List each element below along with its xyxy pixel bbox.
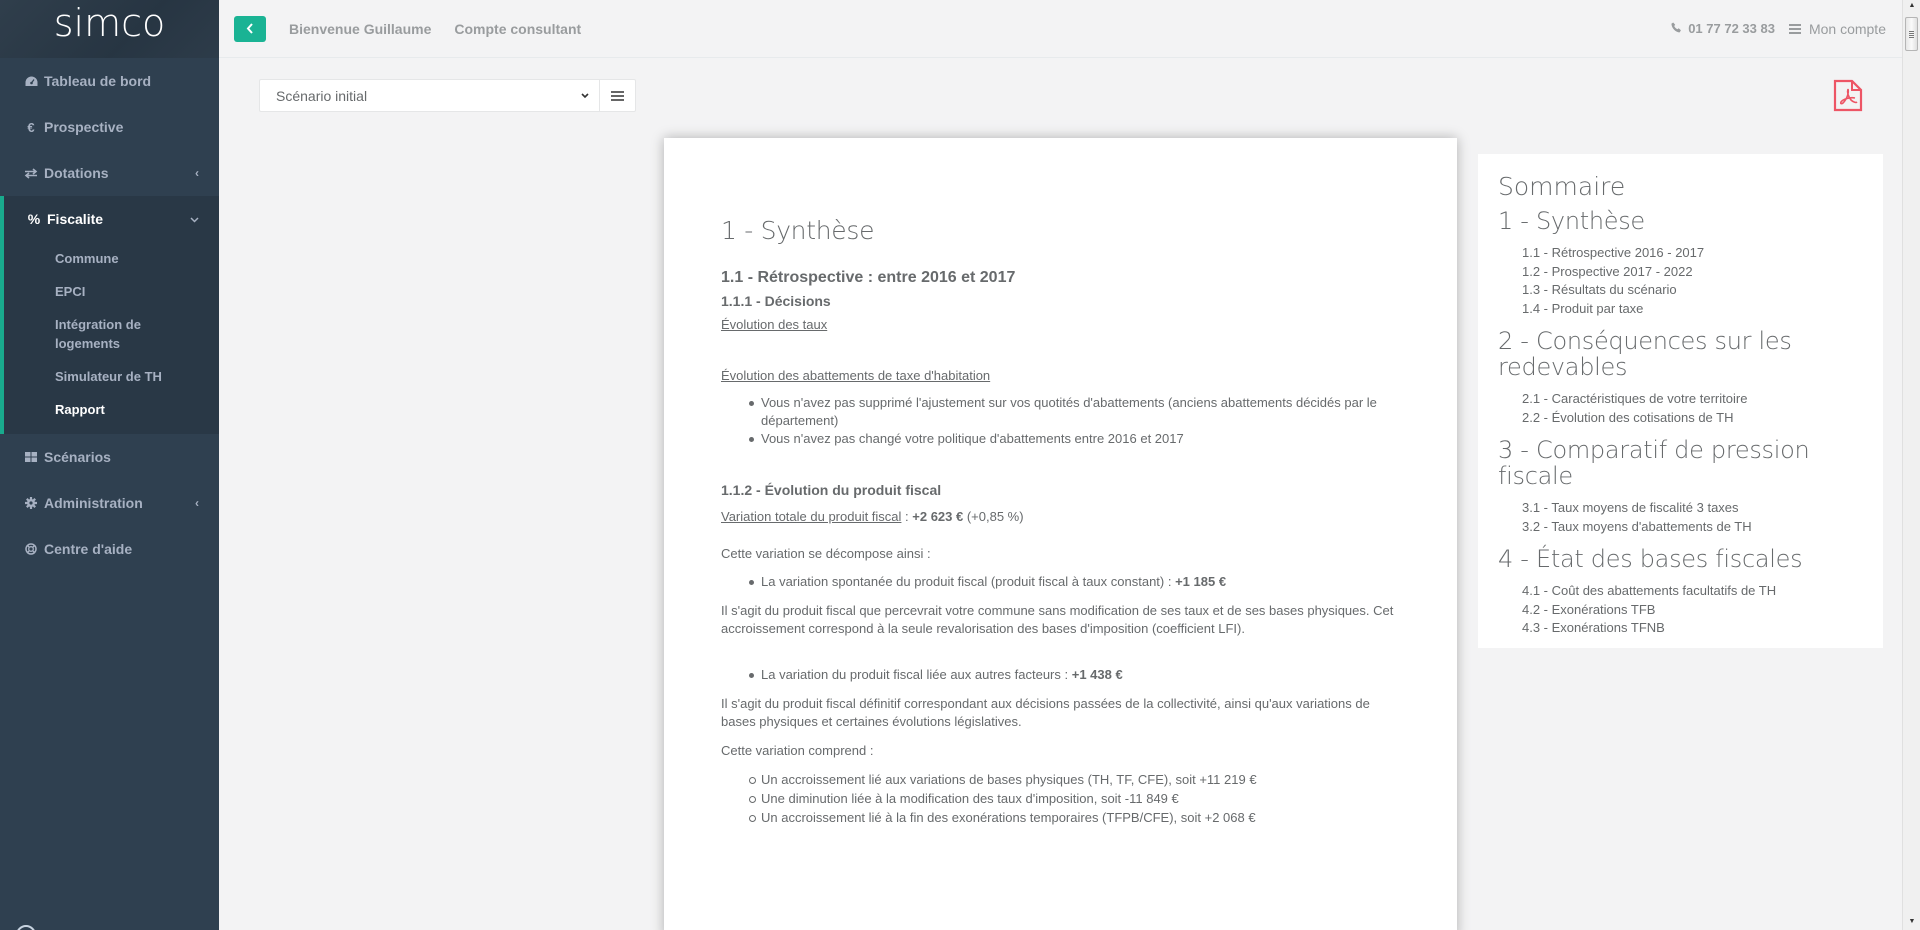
lifebuoy-icon xyxy=(24,543,38,555)
report-decisions-title: 1.1.1 - Décisions xyxy=(721,293,831,309)
scenario-dropdown[interactable] xyxy=(259,79,599,112)
sidebar-item-administration[interactable] xyxy=(0,480,219,526)
list-item xyxy=(761,666,1401,684)
comprend-intro: Cette variation comprend : xyxy=(721,743,874,758)
sidebar-subitem-simulateur-th[interactable]: Simulateur de TH xyxy=(55,369,162,384)
autres-list xyxy=(761,666,1401,684)
menu-icon xyxy=(1789,22,1801,36)
sidebar-item-label: Centre d'aide xyxy=(44,541,133,557)
spontanee-description: Il s'agit du produit fiscal que percevrait votre commune sans modification de ses taux et de ses bases physiques. Cet accroissement correspond à la seule revalorisation des bases d'imposition (coefficient LFI). xyxy=(721,603,1394,636)
sidebar-subitem-epci[interactable]: EPCI xyxy=(55,284,86,299)
scroll-thumb[interactable] xyxy=(1905,17,1918,51)
menu-icon xyxy=(611,89,624,103)
sidebar-item-label: Scénarios xyxy=(44,449,111,465)
summary-link[interactable]: 4.3 - Exonérations TFNB xyxy=(1522,620,1665,635)
variation-totale xyxy=(721,508,1401,526)
report-page xyxy=(664,138,1457,930)
sidebar-item-fiscalite[interactable] xyxy=(4,196,219,242)
sidebar-nav-lower xyxy=(0,434,219,572)
variation-totale-value: +2 623 € xyxy=(912,509,964,524)
gear-icon xyxy=(24,497,38,509)
fiscalite-submenu xyxy=(4,242,219,426)
summary-section-4-items xyxy=(1498,582,1863,638)
autres-description: Il s'agit du produit fiscal définitif correspondant aux décisions passées de la collectivité, ainsi qu'aux variations de bases physiques et certaines évolutions législatives. xyxy=(721,696,1370,729)
sidebar-item-prospective[interactable] xyxy=(0,104,219,150)
autres-value: +1 438 € xyxy=(1071,667,1123,682)
account-type-link[interactable]: Compte consultant xyxy=(454,20,582,37)
summary-section-3-items xyxy=(1498,499,1863,536)
list-item: Un accroissement lié aux variations de bases physiques (TH, TF, CFE), soit +11 219 € xyxy=(761,770,1401,789)
top-navbar xyxy=(219,0,1902,58)
grid-icon xyxy=(24,452,38,462)
comprend-list xyxy=(761,770,1401,827)
summary-link[interactable]: 1.2 - Prospective 2017 - 2022 xyxy=(1522,263,1693,279)
summary-section-2[interactable]: 2 - Conséquences sur les redevables xyxy=(1498,327,1792,381)
chat-widget-icon[interactable] xyxy=(16,925,36,930)
list-item: Vous n'avez pas supprimé l'ajustement sur vos quotités d'abattements (anciens abattements décidés par le département) xyxy=(761,394,1401,430)
evolution-abattements-heading: Évolution des abattements de taxe d'habitation xyxy=(721,368,991,383)
chevron-down-icon xyxy=(581,91,589,101)
summary-link[interactable]: 2.1 - Caractéristiques de votre territoire xyxy=(1522,391,1748,406)
spontanee-label: La variation spontanée du produit fiscal (produit fiscal à taux constant) : xyxy=(761,574,1176,589)
sidebar-item-scenarios[interactable] xyxy=(0,434,219,480)
separator: : xyxy=(901,509,913,524)
pdf-icon xyxy=(1833,79,1863,112)
page-scrollbar[interactable] xyxy=(1902,0,1920,930)
abattements-list xyxy=(761,394,1401,448)
sidebar-item-centre-aide[interactable] xyxy=(0,526,219,572)
summary-link[interactable]: 1.4 - Produit par taxe xyxy=(1522,300,1644,316)
sidebar-toggle-button[interactable] xyxy=(234,16,266,42)
sidebar-group-fiscalite xyxy=(0,196,219,434)
phone-contact[interactable] xyxy=(1671,21,1775,36)
logo[interactable]: simco xyxy=(53,1,166,45)
logo-area xyxy=(0,0,219,58)
evolution-taux-heading: Évolution des taux xyxy=(721,317,828,332)
phone-icon xyxy=(1671,21,1682,36)
top-right-area xyxy=(1671,21,1902,37)
report-subsection-title: 1.1 - Rétrospective : entre 2016 et 2017 xyxy=(721,269,1016,286)
spontanee-list xyxy=(761,573,1401,591)
report-produit-title: 1.1.2 - Évolution du produit fiscal xyxy=(721,482,942,498)
pdf-export-button[interactable] xyxy=(1833,79,1863,112)
list-item xyxy=(761,573,1401,591)
exchange-icon xyxy=(24,168,38,179)
summary-section-1-items xyxy=(1498,244,1863,318)
variation-totale-label: Variation totale du produit fiscal xyxy=(721,509,902,524)
dashboard-icon xyxy=(24,76,38,87)
sidebar-nav xyxy=(0,58,219,196)
chevron-left-icon: ‹ xyxy=(195,496,199,510)
summary-panel xyxy=(1478,154,1883,648)
scenario-selected-value: Scénario initial xyxy=(276,87,368,104)
summary-title: Sommaire xyxy=(1498,172,1626,201)
summary-section-3[interactable]: 3 - Comparatif de pression fiscale xyxy=(1498,436,1810,490)
sidebar-item-label: Dotations xyxy=(44,165,109,181)
grip-icon xyxy=(1909,30,1914,39)
sidebar-subitem-rapport[interactable]: Rapport xyxy=(55,402,105,417)
sidebar-item-label: Fiscalite xyxy=(47,211,104,227)
sidebar-item-label: Administration xyxy=(44,495,143,511)
scenario-selector xyxy=(259,79,636,112)
variation-totale-pct: (+0,85 %) xyxy=(963,509,1024,524)
scenario-menu-button[interactable] xyxy=(599,79,636,112)
sidebar xyxy=(0,0,219,930)
sidebar-item-dotations[interactable] xyxy=(0,150,219,196)
my-account-menu[interactable] xyxy=(1789,21,1886,37)
chevron-left-icon: ‹ xyxy=(195,166,199,180)
list-item: Vous n'avez pas changé votre politique d'abattements entre 2016 et 2017 xyxy=(761,430,1401,448)
sidebar-subitem-commune[interactable]: Commune xyxy=(55,251,119,266)
sidebar-subitem-integration-logements[interactable]: Intégration de logements xyxy=(55,317,141,351)
sidebar-item-label: Prospective xyxy=(44,119,124,135)
list-item: Une diminution liée à la modification des taux d'imposition, soit -11 849 € xyxy=(761,789,1401,808)
summary-link[interactable]: 1.1 - Rétrospective 2016 - 2017 xyxy=(1522,245,1705,260)
summary-section-1[interactable]: 1 - Synthèse xyxy=(1498,207,1645,235)
my-account-label: Mon compte xyxy=(1808,20,1886,37)
scroll-up-arrow[interactable]: ▲ xyxy=(1908,2,1916,9)
summary-link[interactable]: 1.3 - Résultats du scénario xyxy=(1522,282,1677,297)
list-item: Un accroissement lié à la fin des exonérations temporaires (TFPB/CFE), soit +2 068 € xyxy=(761,808,1401,827)
phone-number: 01 77 72 33 83 xyxy=(1688,21,1775,36)
summary-link[interactable]: 3.2 - Taux moyens d'abattements de TH xyxy=(1522,518,1752,534)
chevron-left-icon xyxy=(246,23,254,34)
sidebar-item-label: Tableau de bord xyxy=(44,73,152,89)
autres-label: La variation du produit fiscal liée aux autres facteurs : xyxy=(761,667,1072,682)
summary-link[interactable]: 3.1 - Taux moyens de fiscalité 3 taxes xyxy=(1522,500,1739,515)
percent-icon: % xyxy=(27,211,41,227)
summary-link[interactable]: 4.2 - Exonérations TFB xyxy=(1522,601,1656,617)
spontanee-value: +1 185 € xyxy=(1175,574,1227,589)
scroll-down-arrow[interactable]: ▼ xyxy=(1908,918,1916,925)
summary-section-4[interactable]: 4 - État des bases fiscales xyxy=(1498,545,1803,573)
chevron-down-icon xyxy=(190,212,199,226)
summary-link[interactable]: 2.2 - Évolution des cotisations de TH xyxy=(1522,409,1734,425)
summary-section-2-items xyxy=(1498,390,1863,427)
decompose-intro: Cette variation se décompose ainsi : xyxy=(721,546,931,561)
welcome-text: Bienvenue Guillaume xyxy=(289,20,432,37)
summary-link[interactable]: 4.1 - Coût des abattements facultatifs de TH xyxy=(1522,583,1777,598)
sidebar-item-tableau-de-bord[interactable] xyxy=(0,58,219,104)
report-section-title: 1 - Synthèse xyxy=(721,216,875,245)
euro-icon: € xyxy=(27,119,35,135)
